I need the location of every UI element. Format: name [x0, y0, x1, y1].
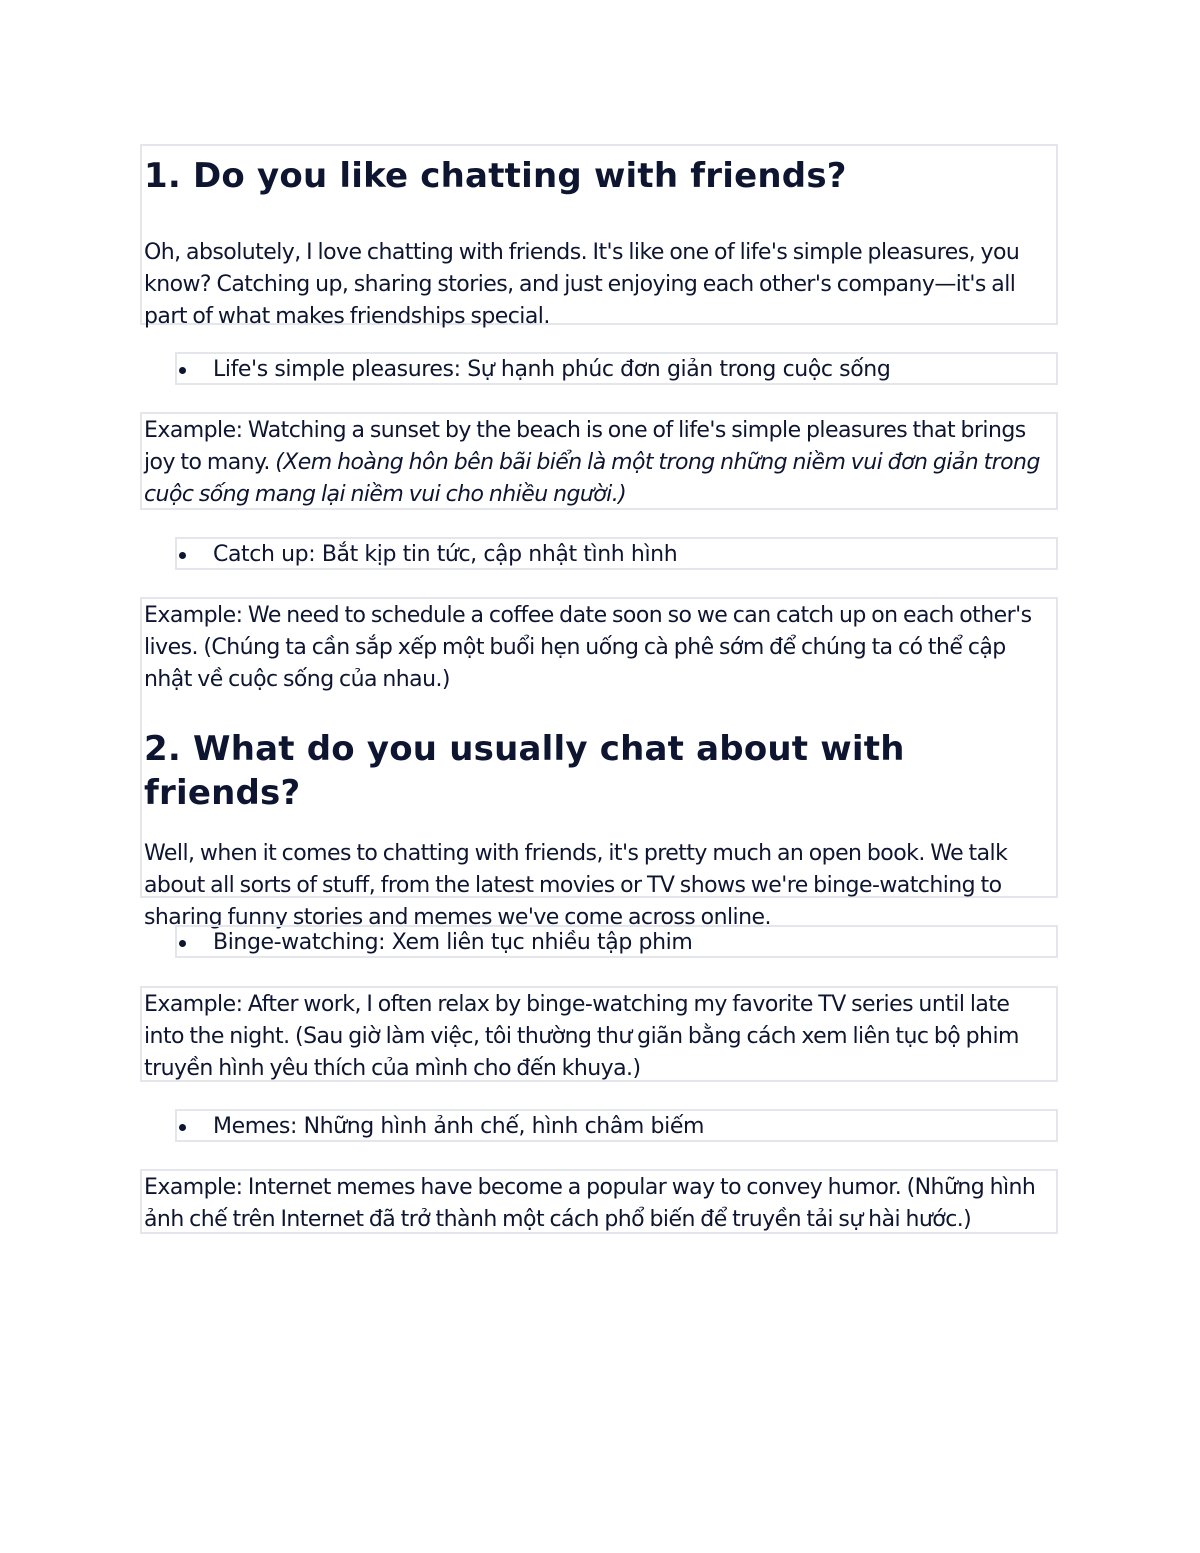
bullet-icon: [179, 552, 186, 559]
vocab-term: Life's simple pleasures:: [213, 357, 461, 382]
example-text: Example: Watching a sunset by the beach is one of life's simple pleasures that brings joy to many.: [144, 418, 1026, 475]
bullet-icon: [179, 940, 186, 947]
vocab-term: Catch up:: [213, 542, 316, 567]
vocab-meaning: Bắt kịp tin tức, cập nhật tình hình: [321, 542, 678, 567]
example-translation: (Chúng ta cần sắp xếp một buổi hẹn uống cà phê sớm để chúng ta có thể cập nhật về cuộc sống của nhau.): [144, 635, 1006, 692]
section-1-heading: 1. Do you like chatting with friends?: [144, 156, 847, 196]
example-text: Example: We need to schedule a coffee date soon so we can catch up on each other's lives.: [144, 603, 1032, 660]
vocab-item-life-simple-pleasures: [175, 352, 1058, 385]
vocab-term: Memes:: [213, 1114, 297, 1139]
example-translation: (Những hình ảnh chế trên Internet đã trở thành một cách phổ biến để truyền tải sự hài hước.): [144, 1175, 1036, 1232]
example-translation: (Sau giờ làm việc, tôi thường thư giãn bằng cách xem liên tục bộ phim truyền hình yêu thích của mình cho đến khuya.): [144, 1024, 1019, 1081]
example-text: Example: Internet memes have become a popular way to convey humor.: [144, 1175, 902, 1200]
vocab-item-memes: [175, 1109, 1058, 1142]
example-translation: (Xem hoàng hôn bên bãi biển là một trong những niềm vui đơn giản trong cuộc sống mang lại niềm vui cho nhiều người.): [144, 450, 1040, 507]
vocab-term: Binge-watching:: [213, 930, 386, 955]
section-2-heading: 2. What do you usually chat about with friends?: [144, 729, 905, 813]
example-life-simple-pleasures: [140, 412, 1058, 510]
example-text: Example: After work, I often relax by binge-watching my favorite TV series until late into the night.: [144, 992, 1010, 1049]
vocab-meaning: Xem liên tục nhiều tập phim: [391, 930, 693, 955]
section-1-answer: Oh, absolutely, I love chatting with friends. It's like one of life's simple pleasures, you know? Catching up, sharing stories, and just enjoying each other's company—it's all part of what makes friendships special.: [144, 240, 1020, 329]
example-catch-up-and-section-2: [140, 597, 1058, 930]
vocab-meaning: Sự hạnh phúc đơn giản trong cuộc sống: [467, 357, 891, 382]
example-memes: [140, 1169, 1058, 1234]
bullet-icon: [179, 367, 186, 374]
bullet-icon: [179, 1124, 186, 1131]
example-binge-watching: [140, 986, 1058, 1082]
example-catch-up: [142, 599, 1056, 697]
section-1-block: [140, 144, 1058, 329]
vocab-meaning: Những hình ảnh chế, hình châm biếm: [303, 1114, 704, 1139]
section-2-answer: Well, when it comes to chatting with friends, it's pretty much an open book. We talk about all sorts of stuff, from the latest movies or TV shows we're binge-watching to sharing funny stories and memes we've come across online.: [144, 841, 1008, 930]
vocab-item-catch-up: [175, 537, 1058, 570]
vocab-item-binge-watching: [175, 925, 1058, 958]
